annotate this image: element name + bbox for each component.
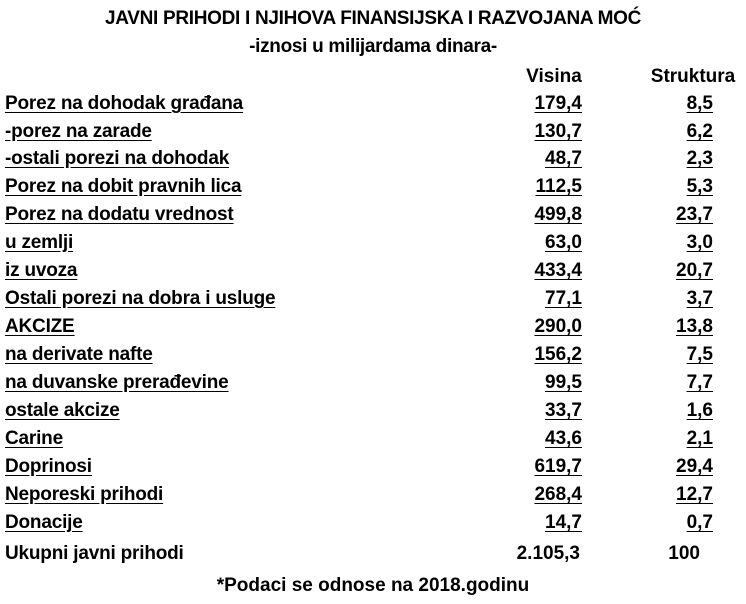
total-struktura: 100 <box>668 543 700 564</box>
row-label: -ostali porezi na dohodak <box>5 148 230 169</box>
row-label: ostale akcize <box>5 400 120 421</box>
table-row <box>0 259 746 285</box>
row-struktura: 1,6 <box>686 400 713 421</box>
row-struktura: 3,0 <box>686 232 713 253</box>
total-visina: 2.105,3 <box>516 543 580 564</box>
row-label: na duvanske prerađevine <box>5 372 229 393</box>
row-struktura: 6,2 <box>686 121 713 142</box>
table-row <box>0 427 746 453</box>
table-row <box>0 231 746 257</box>
table-row <box>0 371 746 397</box>
row-struktura: 2,1 <box>686 428 713 449</box>
row-label: na derivate nafte <box>5 344 153 365</box>
table-row <box>0 399 746 425</box>
table-row <box>0 175 746 201</box>
row-visina: 268,4 <box>534 484 582 505</box>
row-label: Doprinosi <box>5 456 92 477</box>
row-label: -porez na zarade <box>5 121 152 142</box>
row-struktura: 0,7 <box>686 512 713 533</box>
row-visina: 619,7 <box>534 456 582 477</box>
row-struktura: 13,8 <box>676 316 713 337</box>
row-struktura: 7,7 <box>686 372 713 393</box>
row-visina: 499,8 <box>534 204 582 225</box>
row-visina: 48,7 <box>545 148 582 169</box>
row-label: AKCIZE <box>5 316 75 337</box>
row-struktura: 3,7 <box>686 288 713 309</box>
row-visina: 112,5 <box>535 176 582 197</box>
table-subtitle: -iznosi u milijardama dinara- <box>249 36 497 57</box>
row-label: Porez na dohodak građana <box>5 93 244 114</box>
table-row <box>0 455 746 481</box>
row-struktura: 5,3 <box>686 176 713 197</box>
row-visina: 179,4 <box>534 93 582 114</box>
row-visina: 43,6 <box>545 428 582 449</box>
total-label: Ukupni javni prihodi <box>5 543 184 564</box>
table-row <box>0 315 746 341</box>
table-row <box>0 92 746 118</box>
row-visina: 130,7 <box>534 121 582 142</box>
table-row <box>0 343 746 369</box>
row-label: iz uvoza <box>5 260 78 281</box>
table-row <box>0 203 746 229</box>
row-visina: 33,7 <box>545 400 582 421</box>
row-struktura: 23,7 <box>676 204 713 225</box>
table-row <box>0 511 746 537</box>
row-visina: 63,0 <box>545 232 582 253</box>
row-visina: 290,0 <box>534 316 582 337</box>
row-struktura: 2,3 <box>686 148 713 169</box>
row-label: Porez na dodatu vrednost <box>5 204 234 225</box>
column-header-visina: Visina <box>526 66 582 87</box>
table-row <box>0 147 746 173</box>
row-struktura: 29,4 <box>676 456 713 477</box>
table-title: JAVNI PRIHODI I NJIHOVA FINANSIJSKA I RAZVOJANA MOĆ <box>104 8 642 29</box>
footnote: *Podaci se odnose na 2018.godinu <box>216 575 530 596</box>
table-row <box>0 120 746 146</box>
row-visina: 14,7 <box>545 512 582 533</box>
row-visina: 77,1 <box>545 288 582 309</box>
total-row <box>0 542 746 568</box>
table-row <box>0 483 746 509</box>
row-visina: 99,5 <box>545 372 582 393</box>
row-struktura: 8,5 <box>686 93 713 114</box>
row-label: Donacije <box>5 512 83 533</box>
row-label: u zemlji <box>5 232 74 253</box>
row-visina: 156,2 <box>534 344 582 365</box>
table-row <box>0 287 746 313</box>
row-visina: 433,4 <box>534 260 582 281</box>
row-struktura: 7,5 <box>686 344 713 365</box>
row-label: Porez na dobit pravnih lica <box>5 176 242 197</box>
row-struktura: 20,7 <box>676 260 713 281</box>
row-label: Ostali porezi na dobra i usluge <box>5 288 276 309</box>
row-label: Carine <box>5 428 63 449</box>
row-struktura: 12,7 <box>676 484 713 505</box>
column-header-struktura: Struktura <box>650 66 736 87</box>
row-label: Neporeski prihodi <box>5 484 164 505</box>
